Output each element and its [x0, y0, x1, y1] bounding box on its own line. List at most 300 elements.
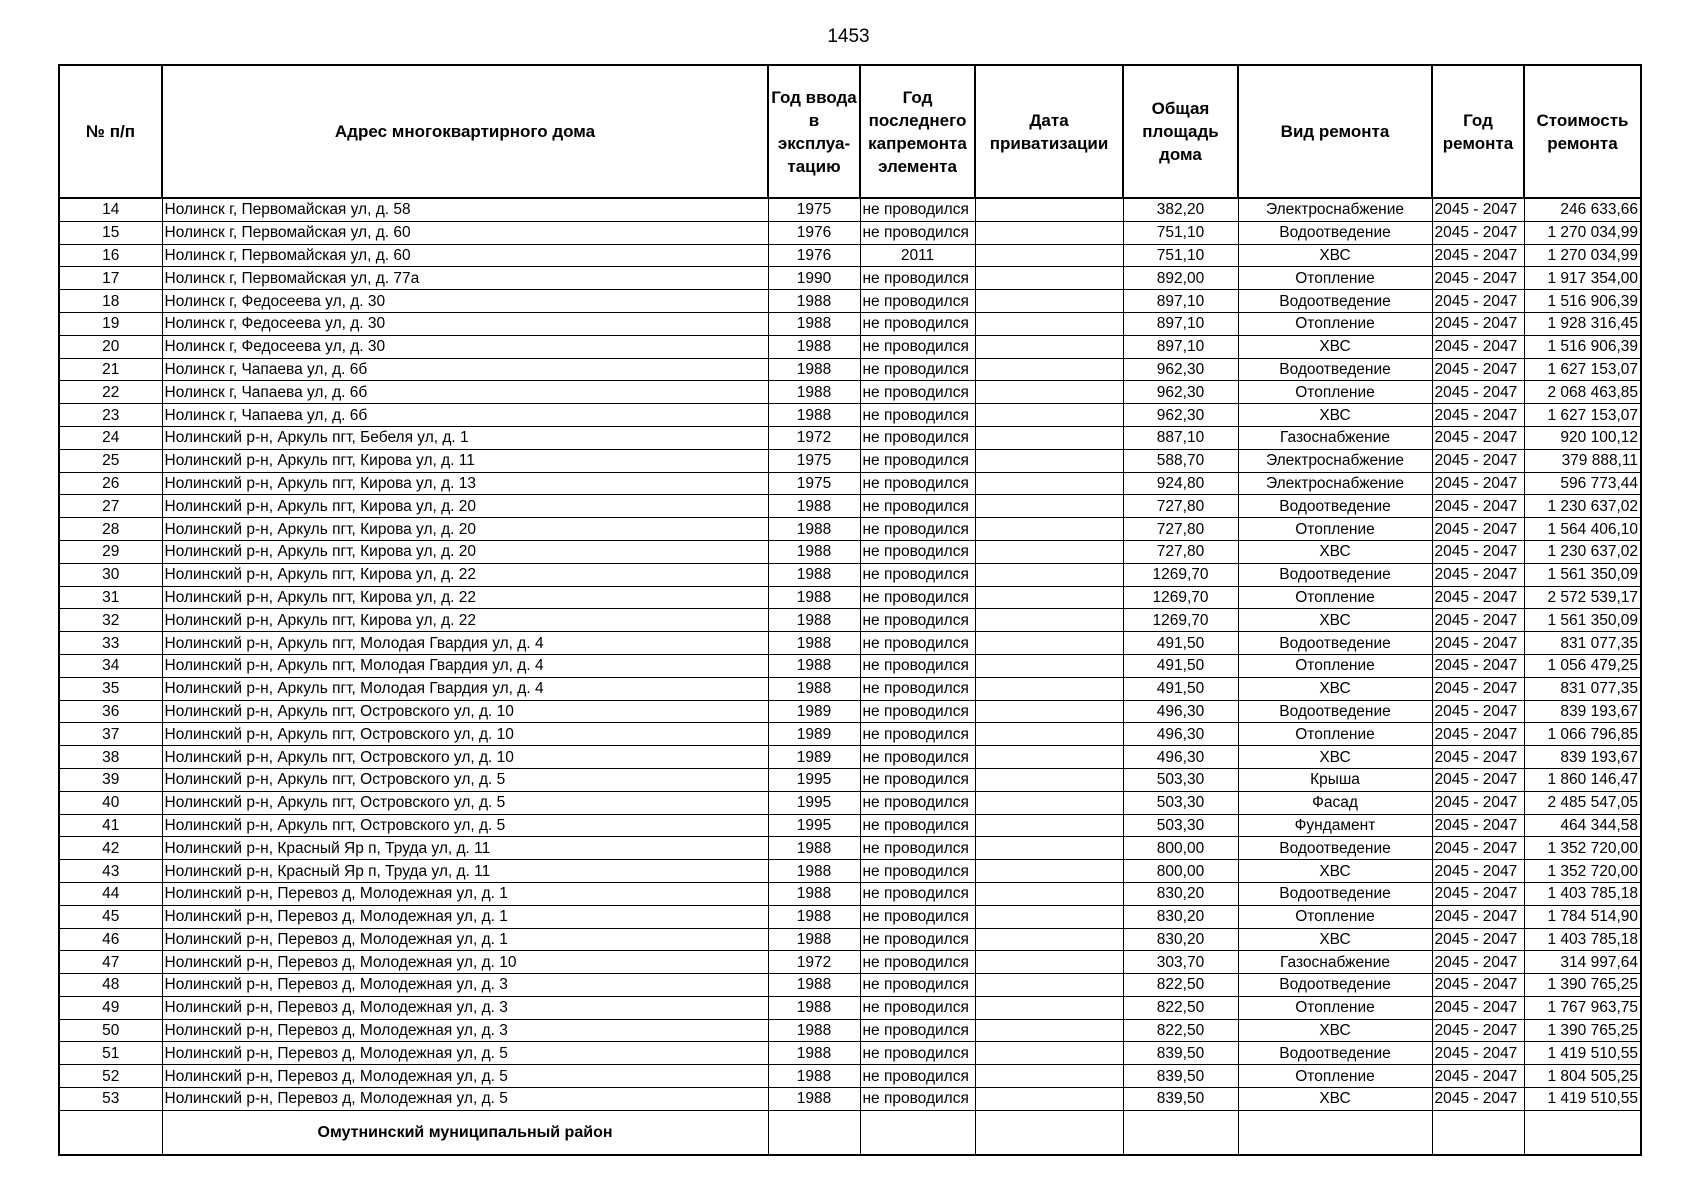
cell-total-area: 962,30	[1123, 381, 1238, 404]
cell-privatization-date	[975, 1065, 1123, 1088]
cell-repair-type: Электроснабжение	[1238, 449, 1432, 472]
cell-repair-cost: 1 627 153,07	[1524, 358, 1641, 381]
cell-num: 25	[59, 449, 162, 472]
cell-year-commissioned: 1995	[768, 768, 860, 791]
cell-num: 15	[59, 221, 162, 244]
table-row	[59, 882, 1641, 905]
cell-total-area: 382,20	[1123, 198, 1238, 221]
cell-year-last-repair: не проводился	[860, 472, 975, 495]
cell-privatization-date	[975, 632, 1123, 655]
cell-privatization-date	[975, 472, 1123, 495]
header-total-area: Общая площадь дома	[1123, 65, 1238, 198]
cell-repair-cost: 1 056 479,25	[1524, 654, 1641, 677]
cell-total-area: 751,10	[1123, 244, 1238, 267]
cell-year-last-repair: не проводился	[860, 996, 975, 1019]
cell-repair-type: Водоотведение	[1238, 563, 1432, 586]
cell-repair-cost: 246 633,66	[1524, 198, 1641, 221]
cell-num: 22	[59, 381, 162, 404]
cell-year-commissioned: 1988	[768, 404, 860, 427]
cell-repair-years: 2045 - 2047	[1432, 700, 1524, 723]
cell-total-area: 822,50	[1123, 974, 1238, 997]
cell-year-last-repair: не проводился	[860, 951, 975, 974]
cell-repair-cost: 1 516 906,39	[1524, 290, 1641, 313]
cell-address: Нолинский р-н, Красный Яр п, Труда ул, д. 11	[162, 837, 768, 860]
cell-year-last-repair: не проводился	[860, 267, 975, 290]
cell-privatization-date	[975, 905, 1123, 928]
cell-repair-cost: 1 270 034,99	[1524, 221, 1641, 244]
cell-address: Нолинский р-н, Перевоз д, Молодежная ул, д. 5	[162, 1088, 768, 1111]
cell-repair-years: 2045 - 2047	[1432, 495, 1524, 518]
cell-total-area: 1269,70	[1123, 586, 1238, 609]
cell-year-commissioned: 1989	[768, 746, 860, 769]
cell-privatization-date	[975, 267, 1123, 290]
cell-repair-type: ХВС	[1238, 244, 1432, 267]
cell-repair-cost: 920 100,12	[1524, 426, 1641, 449]
cell-num: 26	[59, 472, 162, 495]
section-cell-empty	[1432, 1110, 1524, 1155]
cell-num: 32	[59, 609, 162, 632]
cell-year-commissioned: 1988	[768, 540, 860, 563]
cell-num: 34	[59, 654, 162, 677]
cell-num: 28	[59, 518, 162, 541]
cell-repair-years: 2045 - 2047	[1432, 723, 1524, 746]
cell-year-commissioned: 1972	[768, 951, 860, 974]
table-row	[59, 1042, 1641, 1065]
cell-num: 31	[59, 586, 162, 609]
cell-address: Нолинский р-н, Аркуль пгт, Островского ул, д. 5	[162, 768, 768, 791]
table-row	[59, 746, 1641, 769]
cell-year-last-repair: не проводился	[860, 768, 975, 791]
table-row	[59, 654, 1641, 677]
cell-repair-type: ХВС	[1238, 335, 1432, 358]
cell-repair-years: 2045 - 2047	[1432, 267, 1524, 290]
table-row	[59, 267, 1641, 290]
cell-year-last-repair: не проводился	[860, 198, 975, 221]
cell-num: 53	[59, 1088, 162, 1111]
cell-total-area: 751,10	[1123, 221, 1238, 244]
cell-repair-cost: 379 888,11	[1524, 449, 1641, 472]
cell-repair-years: 2045 - 2047	[1432, 540, 1524, 563]
cell-total-area: 839,50	[1123, 1042, 1238, 1065]
cell-num: 23	[59, 404, 162, 427]
cell-repair-years: 2045 - 2047	[1432, 1019, 1524, 1042]
cell-year-last-repair: не проводился	[860, 882, 975, 905]
cell-num: 21	[59, 358, 162, 381]
cell-repair-cost: 1 784 514,90	[1524, 905, 1641, 928]
cell-repair-years: 2045 - 2047	[1432, 654, 1524, 677]
table-row	[59, 518, 1641, 541]
cell-address: Нолинский р-н, Перевоз д, Молодежная ул, д. 3	[162, 996, 768, 1019]
cell-repair-type: Отопление	[1238, 267, 1432, 290]
cell-num: 40	[59, 791, 162, 814]
cell-year-last-repair: не проводился	[860, 632, 975, 655]
cell-repair-type: Отопление	[1238, 518, 1432, 541]
cell-num: 20	[59, 335, 162, 358]
cell-num: 42	[59, 837, 162, 860]
cell-year-commissioned: 1988	[768, 563, 860, 586]
cell-year-last-repair: не проводился	[860, 860, 975, 883]
section-cell-empty	[768, 1110, 860, 1155]
cell-privatization-date	[975, 358, 1123, 381]
cell-address: Нолинский р-н, Аркуль пгт, Островского ул, д. 5	[162, 791, 768, 814]
cell-repair-type: Водоотведение	[1238, 1042, 1432, 1065]
cell-num: 17	[59, 267, 162, 290]
section-cell-empty	[59, 1110, 162, 1155]
cell-address: Нолинск г, Чапаева ул, д. 6б	[162, 381, 768, 404]
cell-address: Нолинск г, Первомайская ул, д. 60	[162, 244, 768, 267]
cell-repair-cost: 1 419 510,55	[1524, 1088, 1641, 1111]
cell-privatization-date	[975, 951, 1123, 974]
cell-repair-type: Водоотведение	[1238, 358, 1432, 381]
cell-total-area: 897,10	[1123, 312, 1238, 335]
header-privatization-date: Дата приватизации	[975, 65, 1123, 198]
cell-year-last-repair: не проводился	[860, 335, 975, 358]
section-cell-empty	[1123, 1110, 1238, 1155]
cell-repair-years: 2045 - 2047	[1432, 860, 1524, 883]
cell-num: 27	[59, 495, 162, 518]
cell-year-last-repair: 2011	[860, 244, 975, 267]
cell-year-commissioned: 1988	[768, 882, 860, 905]
cell-num: 45	[59, 905, 162, 928]
cell-repair-cost: 839 193,67	[1524, 746, 1641, 769]
cell-repair-cost: 1 352 720,00	[1524, 860, 1641, 883]
cell-repair-cost: 1 928 316,45	[1524, 312, 1641, 335]
cell-repair-type: Отопление	[1238, 586, 1432, 609]
cell-address: Нолинский р-н, Перевоз д, Молодежная ул, д. 1	[162, 882, 768, 905]
cell-year-commissioned: 1988	[768, 381, 860, 404]
cell-year-commissioned: 1988	[768, 495, 860, 518]
cell-repair-years: 2045 - 2047	[1432, 791, 1524, 814]
header-address: Адрес многоквартирного дома	[162, 65, 768, 198]
cell-total-area: 727,80	[1123, 518, 1238, 541]
table-row	[59, 677, 1641, 700]
table-row	[59, 244, 1641, 267]
cell-address: Нолинский р-н, Аркуль пгт, Молодая Гвардия ул, д. 4	[162, 677, 768, 700]
cell-address: Нолинский р-н, Аркуль пгт, Кирова ул, д. 11	[162, 449, 768, 472]
cell-repair-years: 2045 - 2047	[1432, 335, 1524, 358]
cell-num: 19	[59, 312, 162, 335]
cell-repair-type: Водоотведение	[1238, 290, 1432, 313]
table-row	[59, 1019, 1641, 1042]
cell-year-commissioned: 1988	[768, 654, 860, 677]
cell-year-last-repair: не проводился	[860, 654, 975, 677]
cell-repair-type: Водоотведение	[1238, 837, 1432, 860]
cell-privatization-date	[975, 244, 1123, 267]
table-row	[59, 951, 1641, 974]
cell-repair-type: Водоотведение	[1238, 495, 1432, 518]
cell-year-last-repair: не проводился	[860, 449, 975, 472]
cell-total-area: 830,20	[1123, 928, 1238, 951]
cell-year-commissioned: 1975	[768, 449, 860, 472]
cell-num: 44	[59, 882, 162, 905]
section-cell-empty	[860, 1110, 975, 1155]
cell-year-last-repair: не проводился	[860, 358, 975, 381]
cell-year-commissioned: 1988	[768, 335, 860, 358]
cell-year-commissioned: 1975	[768, 198, 860, 221]
cell-repair-type: ХВС	[1238, 677, 1432, 700]
cell-address: Нолинск г, Федосеева ул, д. 30	[162, 312, 768, 335]
table-row	[59, 335, 1641, 358]
cell-repair-type: Фундамент	[1238, 814, 1432, 837]
cell-year-last-repair: не проводился	[860, 837, 975, 860]
cell-repair-years: 2045 - 2047	[1432, 882, 1524, 905]
cell-total-area: 822,50	[1123, 1019, 1238, 1042]
cell-year-commissioned: 1988	[768, 928, 860, 951]
table-row	[59, 860, 1641, 883]
cell-year-last-repair: не проводился	[860, 426, 975, 449]
cell-year-commissioned: 1988	[768, 632, 860, 655]
cell-year-last-repair: не проводился	[860, 928, 975, 951]
table-row	[59, 928, 1641, 951]
cell-repair-type: Водоотведение	[1238, 974, 1432, 997]
cell-repair-cost: 1 270 034,99	[1524, 244, 1641, 267]
cell-repair-years: 2045 - 2047	[1432, 198, 1524, 221]
cell-year-commissioned: 1988	[768, 860, 860, 883]
cell-privatization-date	[975, 746, 1123, 769]
cell-repair-cost: 1 627 153,07	[1524, 404, 1641, 427]
cell-year-commissioned: 1990	[768, 267, 860, 290]
section-cell-empty	[1238, 1110, 1432, 1155]
cell-total-area: 800,00	[1123, 837, 1238, 860]
table-row	[59, 312, 1641, 335]
cell-repair-years: 2045 - 2047	[1432, 1088, 1524, 1111]
cell-address: Нолинск г, Федосеева ул, д. 30	[162, 290, 768, 313]
table-row	[59, 426, 1641, 449]
page-number: 1453	[827, 26, 870, 47]
table-row	[59, 609, 1641, 632]
cell-num: 49	[59, 996, 162, 1019]
cell-repair-years: 2045 - 2047	[1432, 1042, 1524, 1065]
cell-repair-years: 2045 - 2047	[1432, 632, 1524, 655]
cell-repair-years: 2045 - 2047	[1432, 221, 1524, 244]
cell-repair-years: 2045 - 2047	[1432, 996, 1524, 1019]
cell-repair-type: ХВС	[1238, 1019, 1432, 1042]
cell-num: 39	[59, 768, 162, 791]
cell-total-area: 491,50	[1123, 654, 1238, 677]
cell-total-area: 503,30	[1123, 768, 1238, 791]
cell-year-commissioned: 1988	[768, 609, 860, 632]
cell-address: Нолинский р-н, Аркуль пгт, Островского ул, д. 10	[162, 723, 768, 746]
table-row	[59, 996, 1641, 1019]
cell-privatization-date	[975, 1042, 1123, 1065]
cell-address: Нолинский р-н, Перевоз д, Молодежная ул, д. 5	[162, 1042, 768, 1065]
cell-repair-years: 2045 - 2047	[1432, 358, 1524, 381]
cell-total-area: 303,70	[1123, 951, 1238, 974]
cell-year-last-repair: не проводился	[860, 404, 975, 427]
cell-address: Нолинский р-н, Аркуль пгт, Молодая Гвардия ул, д. 4	[162, 632, 768, 655]
cell-repair-cost: 1 352 720,00	[1524, 837, 1641, 860]
cell-repair-type: Водоотведение	[1238, 221, 1432, 244]
section-row	[59, 1110, 1641, 1155]
cell-total-area: 822,50	[1123, 996, 1238, 1019]
cell-num: 51	[59, 1042, 162, 1065]
header-repair-cost: Стоимость ремонта	[1524, 65, 1641, 198]
section-title: Омутнинский муниципальный район	[162, 1110, 768, 1155]
cell-privatization-date	[975, 586, 1123, 609]
cell-total-area: 924,80	[1123, 472, 1238, 495]
cell-total-area: 830,20	[1123, 905, 1238, 928]
cell-year-commissioned: 1988	[768, 677, 860, 700]
cell-year-last-repair: не проводился	[860, 312, 975, 335]
cell-repair-cost: 1 403 785,18	[1524, 882, 1641, 905]
cell-repair-years: 2045 - 2047	[1432, 563, 1524, 586]
cell-privatization-date	[975, 677, 1123, 700]
cell-repair-type: ХВС	[1238, 404, 1432, 427]
cell-year-last-repair: не проводился	[860, 723, 975, 746]
table-header	[59, 65, 1641, 198]
table-row	[59, 837, 1641, 860]
cell-privatization-date	[975, 996, 1123, 1019]
cell-repair-type: Водоотведение	[1238, 632, 1432, 655]
cell-year-last-repair: не проводился	[860, 540, 975, 563]
cell-year-last-repair: не проводился	[860, 905, 975, 928]
table-row	[59, 404, 1641, 427]
cell-repair-cost: 1 767 963,75	[1524, 996, 1641, 1019]
table-row	[59, 1065, 1641, 1088]
cell-num: 18	[59, 290, 162, 313]
cell-repair-cost: 1 403 785,18	[1524, 928, 1641, 951]
cell-address: Нолинский р-н, Аркуль пгт, Молодая Гвардия ул, д. 4	[162, 654, 768, 677]
table-row	[59, 1088, 1641, 1111]
cell-repair-type: ХВС	[1238, 609, 1432, 632]
cell-year-last-repair: не проводился	[860, 381, 975, 404]
cell-repair-type: Отопление	[1238, 905, 1432, 928]
table-row	[59, 221, 1641, 244]
cell-address: Нолинский р-н, Аркуль пгт, Островского ул, д. 5	[162, 814, 768, 837]
cell-year-commissioned: 1976	[768, 244, 860, 267]
cell-address: Нолинский р-н, Аркуль пгт, Кирова ул, д. 22	[162, 609, 768, 632]
cell-repair-cost: 2 572 539,17	[1524, 586, 1641, 609]
cell-year-commissioned: 1988	[768, 905, 860, 928]
cell-repair-cost: 831 077,35	[1524, 677, 1641, 700]
cell-repair-years: 2045 - 2047	[1432, 837, 1524, 860]
table-row	[59, 791, 1641, 814]
cell-repair-type: ХВС	[1238, 540, 1432, 563]
cell-total-area: 491,50	[1123, 632, 1238, 655]
cell-total-area: 1269,70	[1123, 563, 1238, 586]
cell-address: Нолинский р-н, Перевоз д, Молодежная ул, д. 3	[162, 974, 768, 997]
cell-year-commissioned: 1988	[768, 1088, 860, 1111]
cell-year-commissioned: 1975	[768, 472, 860, 495]
cell-repair-years: 2045 - 2047	[1432, 381, 1524, 404]
cell-repair-type: Электроснабжение	[1238, 472, 1432, 495]
cell-num: 46	[59, 928, 162, 951]
cell-num: 24	[59, 426, 162, 449]
cell-address: Нолинский р-н, Аркуль пгт, Островского ул, д. 10	[162, 746, 768, 769]
cell-total-area: 800,00	[1123, 860, 1238, 883]
cell-year-commissioned: 1995	[768, 791, 860, 814]
cell-address: Нолинский р-н, Перевоз д, Молодежная ул, д. 10	[162, 951, 768, 974]
cell-num: 35	[59, 677, 162, 700]
table-row	[59, 814, 1641, 837]
cell-total-area: 962,30	[1123, 404, 1238, 427]
cell-year-commissioned: 1988	[768, 586, 860, 609]
cell-repair-cost: 831 077,35	[1524, 632, 1641, 655]
cell-repair-type: Газоснабжение	[1238, 951, 1432, 974]
cell-year-last-repair: не проводился	[860, 677, 975, 700]
cell-total-area: 897,10	[1123, 335, 1238, 358]
cell-privatization-date	[975, 426, 1123, 449]
cell-address: Нолинск г, Первомайская ул, д. 60	[162, 221, 768, 244]
cell-address: Нолинский р-н, Аркуль пгт, Кирова ул, д. 22	[162, 586, 768, 609]
table-row	[59, 472, 1641, 495]
cell-total-area: 897,10	[1123, 290, 1238, 313]
cell-total-area: 491,50	[1123, 677, 1238, 700]
table-row	[59, 723, 1641, 746]
cell-total-area: 496,30	[1123, 746, 1238, 769]
table-row	[59, 381, 1641, 404]
table-row	[59, 495, 1641, 518]
cell-repair-type: Отопление	[1238, 1065, 1432, 1088]
cell-repair-years: 2045 - 2047	[1432, 586, 1524, 609]
cell-year-commissioned: 1989	[768, 700, 860, 723]
cell-repair-type: ХВС	[1238, 746, 1432, 769]
table-row	[59, 290, 1641, 313]
cell-year-last-repair: не проводился	[860, 586, 975, 609]
cell-repair-years: 2045 - 2047	[1432, 472, 1524, 495]
cell-address: Нолинский р-н, Перевоз д, Молодежная ул, д. 5	[162, 1065, 768, 1088]
cell-year-commissioned: 1988	[768, 974, 860, 997]
cell-year-last-repair: не проводился	[860, 290, 975, 313]
cell-privatization-date	[975, 290, 1123, 313]
cell-privatization-date	[975, 540, 1123, 563]
cell-repair-cost: 2 068 463,85	[1524, 381, 1641, 404]
cell-privatization-date	[975, 221, 1123, 244]
cell-repair-cost: 1 419 510,55	[1524, 1042, 1641, 1065]
cell-repair-cost: 1 804 505,25	[1524, 1065, 1641, 1088]
cell-year-last-repair: не проводился	[860, 1065, 975, 1088]
cell-privatization-date	[975, 495, 1123, 518]
cell-year-commissioned: 1988	[768, 996, 860, 1019]
table-row	[59, 768, 1641, 791]
cell-repair-type: Газоснабжение	[1238, 426, 1432, 449]
cell-address: Нолинск г, Чапаева ул, д. 6б	[162, 358, 768, 381]
cell-privatization-date	[975, 860, 1123, 883]
cell-privatization-date	[975, 791, 1123, 814]
cell-repair-cost: 2 485 547,05	[1524, 791, 1641, 814]
cell-num: 37	[59, 723, 162, 746]
cell-repair-type: Отопление	[1238, 654, 1432, 677]
cell-repair-cost: 1 564 406,10	[1524, 518, 1641, 541]
cell-year-commissioned: 1988	[768, 1042, 860, 1065]
cell-repair-years: 2045 - 2047	[1432, 1065, 1524, 1088]
cell-repair-cost: 1 516 906,39	[1524, 335, 1641, 358]
cell-privatization-date	[975, 814, 1123, 837]
cell-repair-years: 2045 - 2047	[1432, 404, 1524, 427]
repair-register-table	[58, 64, 1642, 1156]
cell-total-area: 892,00	[1123, 267, 1238, 290]
table-row	[59, 540, 1641, 563]
cell-address: Нолинский р-н, Красный Яр п, Труда ул, д. 11	[162, 860, 768, 883]
cell-repair-years: 2045 - 2047	[1432, 746, 1524, 769]
cell-year-last-repair: не проводился	[860, 518, 975, 541]
header-repair-years: Год ремонта	[1432, 65, 1524, 198]
cell-repair-cost: 1 561 350,09	[1524, 609, 1641, 632]
cell-year-commissioned: 1988	[768, 312, 860, 335]
cell-repair-type: Водоотведение	[1238, 700, 1432, 723]
cell-num: 48	[59, 974, 162, 997]
cell-privatization-date	[975, 335, 1123, 358]
cell-privatization-date	[975, 1019, 1123, 1042]
table-row	[59, 905, 1641, 928]
cell-address: Нолинский р-н, Аркуль пгт, Кирова ул, д. 22	[162, 563, 768, 586]
cell-repair-cost: 1 390 765,25	[1524, 974, 1641, 997]
cell-repair-cost: 1 230 637,02	[1524, 540, 1641, 563]
table-row	[59, 449, 1641, 472]
cell-privatization-date	[975, 609, 1123, 632]
cell-repair-years: 2045 - 2047	[1432, 677, 1524, 700]
cell-repair-type: ХВС	[1238, 928, 1432, 951]
